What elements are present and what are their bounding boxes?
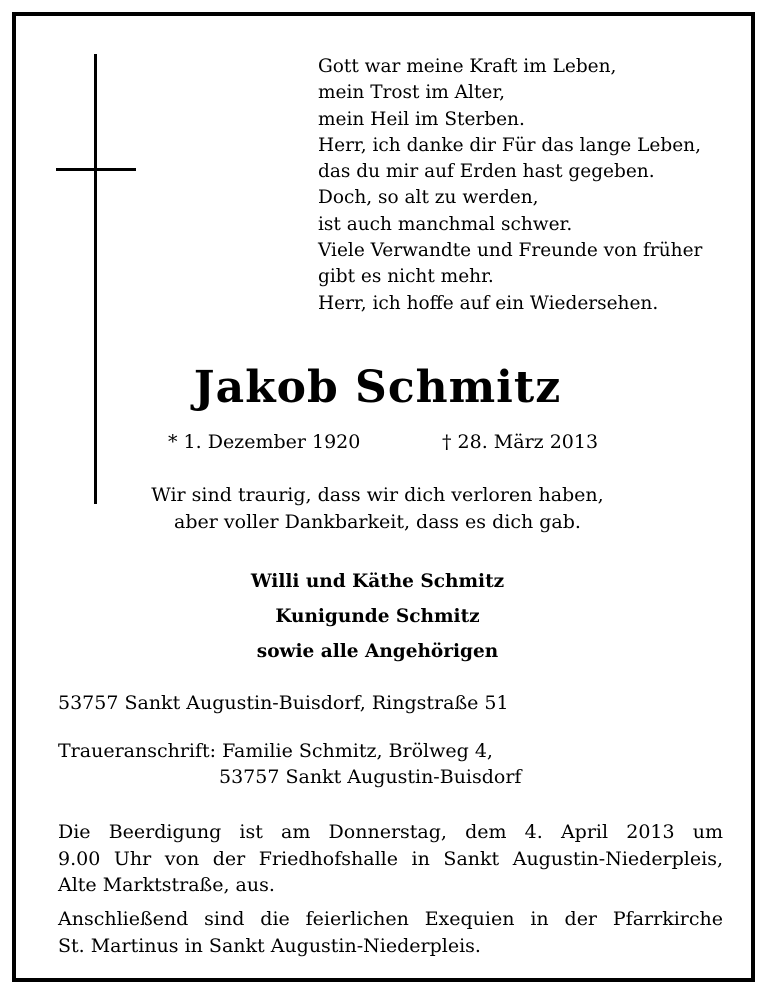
deceased-name <box>16 362 759 413</box>
condolence-line: Wir sind traurig, dass wir dich verloren haben, <box>151 484 604 506</box>
condolence-line: aber voller Dankbarkeit, dass es dich gab. <box>174 511 581 533</box>
birth-date: * 1. Dezember 1920 <box>168 431 361 453</box>
poem-line: Gott war meine Kraft im Leben, <box>318 56 617 77</box>
cross-icon <box>94 54 97 504</box>
poem-line: Herr, ich hoffe auf ein Wiedersehen. <box>318 292 659 314</box>
mourner: Willi und Käthe Schmitz <box>250 571 505 592</box>
condolence-text <box>16 482 759 536</box>
poem-line: ist auch manchmal schwer. <box>318 213 573 235</box>
poem-line: Doch, so alt zu werden, <box>318 187 539 209</box>
mourning-address-line2: 53757 Sankt Augustin-Buisdorf <box>219 766 522 788</box>
funeral-line: Alte Marktstraße, aus. <box>58 874 275 896</box>
mourning-address <box>58 738 521 790</box>
mourner: sowie alle Angehörigen <box>256 641 499 662</box>
mourning-address-line1: Traueranschrift: Familie Schmitz, Brölweg 4, <box>58 740 493 762</box>
exequies-line: St. Martinus in Sankt Augustin-Niederpleis. <box>58 934 481 957</box>
mourner: Kunigunde Schmitz <box>275 606 480 627</box>
death-date: † 28. März 2013 <box>442 431 599 453</box>
poem-line: gibt es nicht mehr. <box>318 266 494 288</box>
poem-line: mein Trost im Alter, <box>318 82 506 104</box>
home-address: 53757 Sankt Augustin-Buisdorf, Ringstraße 51 <box>58 692 509 714</box>
poem <box>318 54 702 317</box>
poem-line: das du mir auf Erden hast gegeben. <box>318 161 655 183</box>
funeral-notice <box>58 819 723 899</box>
obituary-frame <box>12 12 755 982</box>
funeral-line: Die Beerdigung ist am Donnerstag, dem 4. April 2013 um <box>58 821 723 843</box>
funeral-line: 9.00 Uhr von der Friedhofshalle in Sankt Augustin-Niederpleis, <box>58 847 723 870</box>
deceased-name-text: Jakob Schmitz <box>193 362 562 413</box>
cross-bar <box>56 168 136 171</box>
mourners-list <box>16 564 759 669</box>
poem-line: mein Heil im Sterben. <box>318 108 525 130</box>
poem-line: Herr, ich danke dir Für das lange Leben, <box>318 134 701 156</box>
exequies-line: Anschließend sind die feierlichen Exequien in der Pfarrkirche <box>58 908 723 930</box>
poem-line: Viele Verwandte und Freunde von früher <box>318 240 703 262</box>
exequies-notice <box>58 906 723 959</box>
